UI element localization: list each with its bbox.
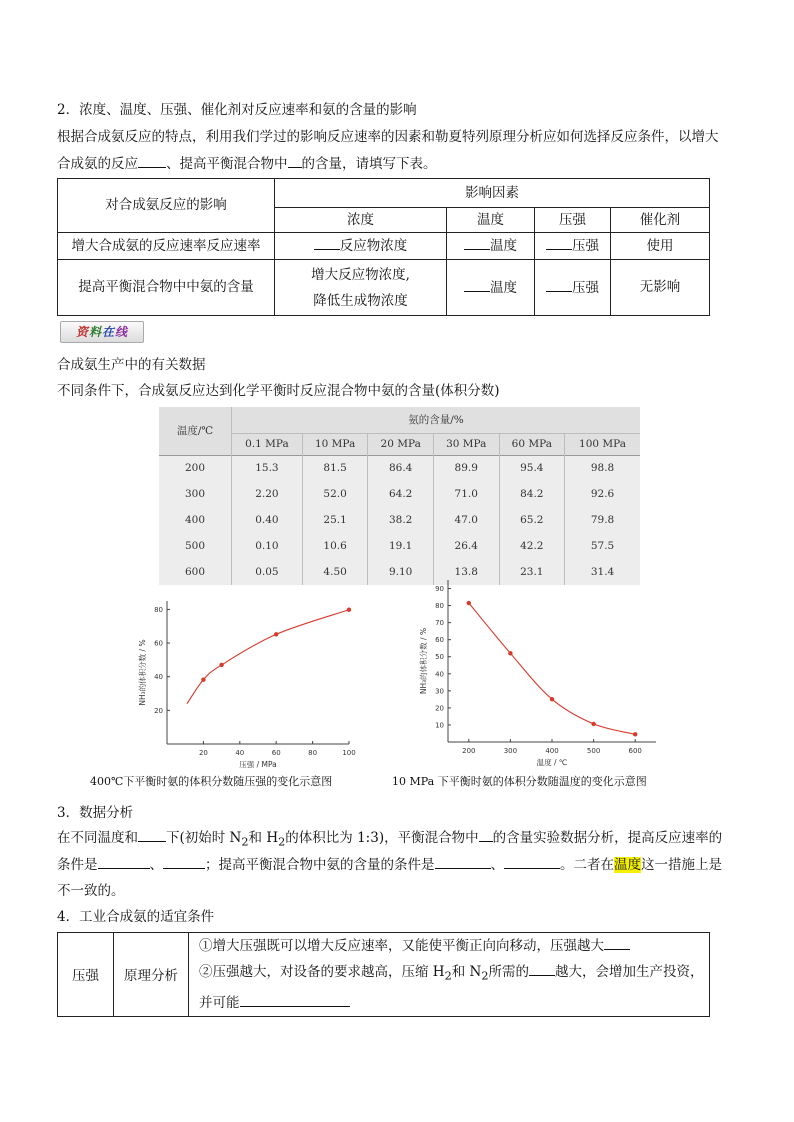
value-cell: 0.10	[232, 533, 303, 559]
blank	[435, 855, 491, 869]
text: 越大，会增加生产投资，	[555, 964, 704, 980]
badge-char: 资	[75, 325, 89, 339]
cell-text: 温度	[490, 238, 517, 254]
blank	[138, 154, 166, 168]
col-header-concentration: 浓度	[275, 208, 447, 233]
blank	[464, 278, 490, 292]
y-tick-label: 40	[154, 673, 163, 682]
x-tick-label: 400	[545, 747, 559, 755]
influence-table	[57, 178, 710, 316]
data-point	[633, 732, 637, 736]
analysis-point-3	[199, 990, 709, 1016]
y-tick-label: 40	[435, 670, 444, 679]
text: 在不同温度和	[57, 830, 138, 846]
cell-text: 增大反应物浓度,	[311, 266, 410, 283]
pressure-header: 100 MPa	[565, 433, 640, 455]
value-cell: 23.1	[499, 559, 565, 585]
text: 下(初始时 N	[166, 830, 242, 846]
value-cell: 13.8	[433, 559, 499, 585]
value-cell: 15.3	[232, 455, 303, 481]
table2-group-header: 氨的含量/%	[232, 407, 641, 433]
col-header-pressure: 压强	[535, 208, 611, 233]
text: 、提高平衡混合物中	[166, 156, 288, 172]
text: 。二者在	[560, 857, 614, 873]
pressure-header: 60 MPa	[499, 433, 565, 455]
y-tick-label: 20	[154, 706, 163, 715]
cell-analysis	[189, 933, 710, 1017]
value-cell: 57.5	[565, 533, 640, 559]
data-point	[591, 722, 595, 726]
blank	[479, 828, 493, 842]
pressure-header: 0.1 MPa	[232, 433, 303, 455]
value-cell: 26.4	[433, 533, 499, 559]
value-cell: 79.8	[565, 507, 640, 533]
section3-line3: 不一致的。	[57, 883, 125, 899]
analysis-point-1	[199, 933, 709, 959]
cell-catalyst: 无影响	[611, 260, 710, 316]
cell-text: 压强	[572, 238, 599, 254]
temperature-cell: 400	[184, 514, 206, 526]
x-tick-label: 200	[462, 747, 476, 755]
y-tick-label: 20	[435, 704, 444, 713]
cell-principle: 原理分析	[114, 933, 189, 1017]
cell-temperature	[447, 233, 535, 260]
badge-char: 料	[88, 325, 102, 339]
badge-char: 线	[115, 325, 129, 339]
y-tick-label: 80	[154, 605, 163, 614]
value-cell: 38.2	[368, 507, 434, 533]
temperature-cell: 600	[184, 566, 206, 578]
table-row	[159, 481, 640, 507]
value-cell: 71.0	[433, 481, 499, 507]
ammonia-data-table	[159, 407, 640, 585]
data-point	[274, 632, 278, 636]
conditions-table	[57, 932, 710, 1017]
text: 和 N	[451, 964, 482, 980]
text: 这一措施上是	[641, 857, 722, 873]
text: 的体积比为 1:3)，平衡混合物中	[285, 830, 479, 846]
section4-heading: 4．工业合成氨的适宜条件	[57, 909, 215, 925]
highlighted-term: 温度	[614, 857, 641, 873]
blank	[464, 236, 490, 250]
text: 、	[149, 857, 163, 873]
value-cell: 52.0	[302, 481, 368, 507]
x-tick-label: 600	[628, 747, 642, 755]
blank	[163, 855, 205, 869]
resource-badge	[60, 321, 144, 343]
value-cell: 47.0	[433, 507, 499, 533]
text: 所需的	[488, 964, 530, 980]
blank	[138, 828, 166, 842]
x-tick-label: 40	[235, 749, 245, 757]
pressure-header: 30 MPa	[433, 433, 499, 455]
value-cell: 81.5	[302, 455, 368, 481]
text: 、	[490, 857, 504, 873]
blank	[546, 278, 572, 292]
y-tick-label: 30	[435, 687, 444, 696]
y-tick-label: 70	[435, 619, 444, 628]
value-cell: 31.4	[565, 559, 640, 585]
x-tick-label: 500	[586, 747, 601, 755]
subscript: 2	[278, 835, 286, 849]
subscript: 2	[481, 969, 489, 983]
blank	[529, 962, 555, 976]
cell-concentration	[275, 233, 447, 260]
y-axis-label: NH₃的体积分数 / %	[419, 627, 428, 695]
col-header-temperature: 温度	[447, 208, 535, 233]
trend-curve	[469, 603, 635, 734]
text: 的含量实验数据分析，提高反应速率的	[492, 830, 723, 846]
value-cell: 89.9	[433, 455, 499, 481]
blank	[546, 236, 572, 250]
cell-text: 反应物浓度	[339, 238, 408, 254]
value-cell: 2.20	[232, 481, 303, 507]
blank	[504, 855, 560, 869]
y-tick-label: 50	[435, 653, 444, 662]
pressure-header: 10 MPa	[302, 433, 368, 455]
data-point	[347, 608, 351, 612]
data-point	[550, 697, 554, 701]
x-tick-label: 300	[503, 747, 518, 755]
y-tick-label: 60	[154, 639, 163, 648]
table-row	[159, 533, 640, 559]
y-tick-label: 60	[435, 636, 444, 645]
text: ②压强越大，对设备的要求越高，压缩 H	[199, 964, 445, 980]
value-cell: 9.10	[368, 559, 434, 585]
chart2-caption: 10 MPa 下平衡时氨的体积分数随温度的变化示意图	[392, 775, 647, 788]
section2-paragraph-line2	[57, 152, 437, 172]
data-point	[219, 663, 223, 667]
data-point	[201, 678, 205, 682]
cell-pressure: 压强	[58, 933, 114, 1017]
value-cell: 84.2	[499, 481, 565, 507]
value-cell: 65.2	[499, 507, 565, 533]
col-header-catalyst: 催化剂	[611, 208, 710, 233]
analysis-point-2	[199, 959, 709, 990]
y-tick-label: 10	[435, 721, 444, 730]
trend-curve	[187, 610, 349, 704]
section3-heading: 3．数据分析	[57, 805, 134, 821]
value-cell: 86.4	[368, 455, 434, 481]
value-cell: 92.6	[565, 481, 640, 507]
temperature-cell: 300	[184, 488, 206, 500]
x-axis-label: 温度 / ℃	[536, 758, 568, 767]
data-point	[508, 651, 512, 655]
table2-corner: 温度/℃	[159, 407, 232, 455]
value-cell: 95.4	[499, 455, 565, 481]
blank	[604, 936, 630, 950]
data-subtitle: 不同条件下，合成氨反应达到化学平衡时反应混合物中氨的含量(体积分数)	[57, 383, 500, 399]
value-cell: 0.40	[232, 507, 303, 533]
cell-text: 温度	[490, 279, 517, 296]
chart-pressure	[137, 593, 359, 771]
row-label-ammonia: 提高平衡混合物中中氨的含量	[58, 260, 275, 316]
cell-pressure	[535, 260, 611, 316]
data-title: 合成氨生产中的有关数据	[57, 357, 206, 373]
cell-pressure	[535, 233, 611, 260]
section2-heading: 2．浓度、温度、压强、催化剂对反应速率和氨的含量的影响	[57, 102, 417, 118]
pressure-header: 20 MPa	[368, 433, 434, 455]
section3-line2	[57, 853, 722, 873]
data-point	[467, 601, 471, 605]
table-corner-cell: 对合成氨反应的影响	[58, 179, 275, 233]
y-axis-label: NH₃的体积分数 / %	[138, 639, 147, 706]
y-tick-label: 90	[435, 585, 444, 594]
value-cell: 10.6	[302, 533, 368, 559]
blank	[314, 236, 340, 250]
value-cell: 0.05	[232, 559, 303, 585]
section3-line1	[57, 826, 722, 849]
text: ①增大压强既可以增大反应速率，又能使平衡正向向移动，压强越大	[199, 938, 604, 954]
x-tick-label: 100	[342, 749, 356, 757]
value-cell: 4.50	[302, 559, 368, 585]
cell-text: 压强	[572, 279, 599, 296]
cell-temperature	[447, 260, 535, 316]
value-cell: 25.1	[302, 507, 368, 533]
subscript: 2	[241, 835, 249, 849]
value-cell: 42.2	[499, 533, 565, 559]
cell-catalyst: 使用	[611, 233, 710, 260]
x-tick-label: 20	[198, 749, 208, 757]
text: 的含量，请填写下表。	[301, 156, 437, 172]
text: ；提高平衡混合物中氨的含量的条件是	[205, 857, 435, 873]
section2-paragraph-line1: 根据合成氨反应的特点，利用我们学过的影响反应速率的因素和勒夏特列原理分析应如何选择反应条件，以增大	[57, 129, 719, 145]
table-row	[159, 507, 640, 533]
cell-text: 降低生成物浓度	[313, 292, 408, 309]
text: 并可能	[199, 994, 240, 1011]
value-cell: 98.8	[565, 455, 640, 481]
text: 和 H	[248, 830, 279, 846]
temperature-cell: 200	[159, 455, 232, 481]
chart1-caption: 400℃下平衡时氨的体积分数随压强的变化示意图	[90, 775, 333, 788]
y-tick-label: 80	[435, 602, 444, 611]
x-axis-label: 压强 / MPa	[239, 760, 277, 769]
row-label-rate: 增大合成氨的反应速率反应速率	[58, 233, 275, 260]
blank	[98, 855, 150, 869]
text: 条件是	[57, 857, 98, 873]
x-tick-label: 80	[308, 749, 318, 757]
table-row	[159, 455, 640, 481]
text: 合成氨的反应	[57, 156, 138, 172]
temperature-cell: 500	[184, 540, 206, 552]
blank	[288, 154, 302, 168]
value-cell: 19.1	[368, 533, 434, 559]
x-tick-label: 60	[271, 749, 281, 757]
subscript: 2	[444, 969, 452, 983]
blank	[240, 993, 350, 1007]
table-group-header: 影响因素	[275, 179, 710, 208]
value-cell: 64.2	[368, 481, 434, 507]
badge-char: 在	[102, 325, 116, 339]
cell-concentration	[275, 260, 447, 316]
chart-temperature	[418, 574, 658, 771]
